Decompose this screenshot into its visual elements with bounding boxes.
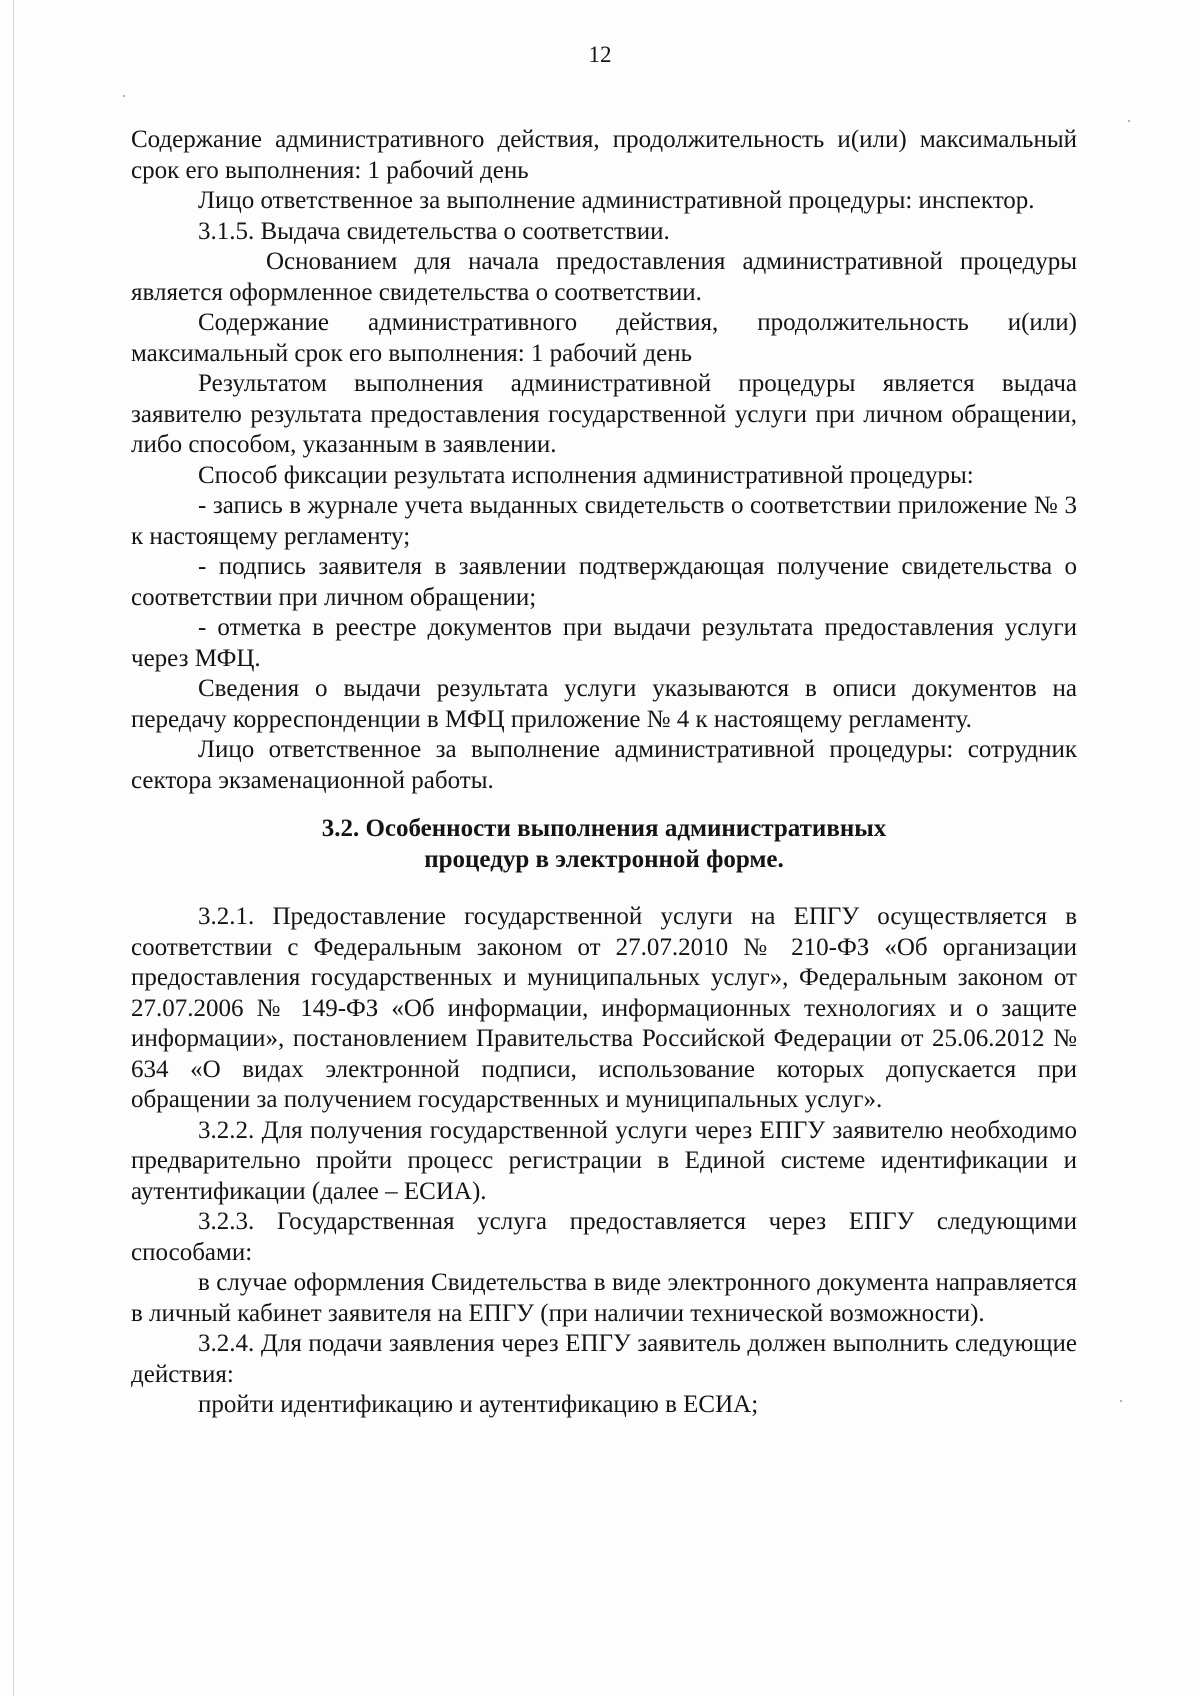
body-text-top — [131, 125, 1077, 796]
paragraph-issue-info: Сведения о выдачи результата услуги указываются в описи документов на передачу корреспонденции в МФЦ приложение № 4 к настоящему регламенту. — [131, 675, 1077, 733]
paragraph-basis: Основанием для начала предоставления административной процедуры является оформленное свидетельства о соответствии. — [131, 248, 1077, 306]
scan-margin-line — [13, 0, 14, 1696]
paragraph-result: Результатом выполнения административной процедуры является выдача заявителю результата предоставления государственной услуги при личном обращении, либо способом, указанным в заявлении. — [131, 370, 1077, 458]
paragraph-esia-auth: пройти идентификацию и аутентификацию в ЕСИА; — [198, 1391, 759, 1418]
list-item-journal: - запись в журнале учета выданных свидетельств о соответствии приложение № 3 к настоящему регламенту; — [131, 492, 1077, 550]
paragraph-3-2-3: 3.2.3. Государственная услуга предоставляется через ЕПГУ следующими способами: — [131, 1208, 1077, 1266]
body-text-bottom — [131, 902, 1077, 1421]
paragraph-action-content-2: Содержание административного действия, продолжительность и(или) максимальный срок его выполнения: 1 рабочий день — [131, 309, 1077, 367]
list-item-registry: - отметка в реестре документов при выдачи результата предоставления услуги через МФЦ. — [131, 614, 1077, 672]
paragraph-3-2-4: 3.2.4. Для подачи заявления через ЕПГУ заявитель должен выполнить следующие действия: — [131, 1330, 1077, 1388]
scan-speck — [123, 95, 125, 97]
paragraph-fixation-method: Способ фиксации результата исполнения административной процедуры: — [198, 461, 974, 489]
scan-speck — [1120, 1400, 1122, 1402]
list-item-signature: - подпись заявителя в заявлении подтверждающая получение свидетельства о соответствии при личном обращении; — [131, 553, 1077, 611]
paragraph-responsible-inspector: Лицо ответственное за выполнение административной процедуры: инспектор. — [198, 187, 1035, 214]
paragraph-3-1-5: 3.1.5. Выдача свидетельства о соответствии. — [198, 217, 670, 245]
paragraph-electronic-document: в случае оформления Свидетельства в виде электронного документа направляется в личный кабинет заявителя на ЕПГУ (при наличии технической возможности). — [131, 1269, 1077, 1327]
paragraph-action-content-1: Содержание административного действия, продолжительность и(или) максимальный срок его выполнения: 1 рабочий день — [131, 126, 1077, 184]
paragraph-3-2-2: 3.2.2. Для получения государственной услуги через ЕПГУ заявителю необходимо предварительно пройти процесс регистрации в Единой системе идентификации и аутентификации (далее – ЕСИА). — [131, 1116, 1077, 1205]
section-heading-line-2: процедур в электронной форме. — [424, 845, 784, 873]
scan-speck — [1128, 120, 1130, 122]
section-heading-line-1: 3.2. Особенности выполнения административных — [321, 815, 887, 842]
paragraph-responsible-employee: Лицо ответственное за выполнение административной процедуры: сотрудник сектора экзаменационной работы. — [131, 736, 1077, 794]
paragraph-3-2-1: 3.2.1. Предоставление государственной услуги на ЕПГУ осуществляется в соответствии с Федеральным законом от 27.07.2010 № 210-ФЗ «Об организации предоставления государственных и муниципальных услуг», Федеральным законом от 27.07.2006 № 149-ФЗ «Об информации, информационных технологиях и о защите информации», постановлением Правительства Российской Федерации от 25.06.2012 № 634 «О видах электронной подписи, использование которых допускается при обращении за получением государственных и муниципальных услуг». — [131, 903, 1077, 1113]
page-number: 12 — [588, 42, 612, 67]
section-heading-3-2 — [131, 814, 1077, 875]
